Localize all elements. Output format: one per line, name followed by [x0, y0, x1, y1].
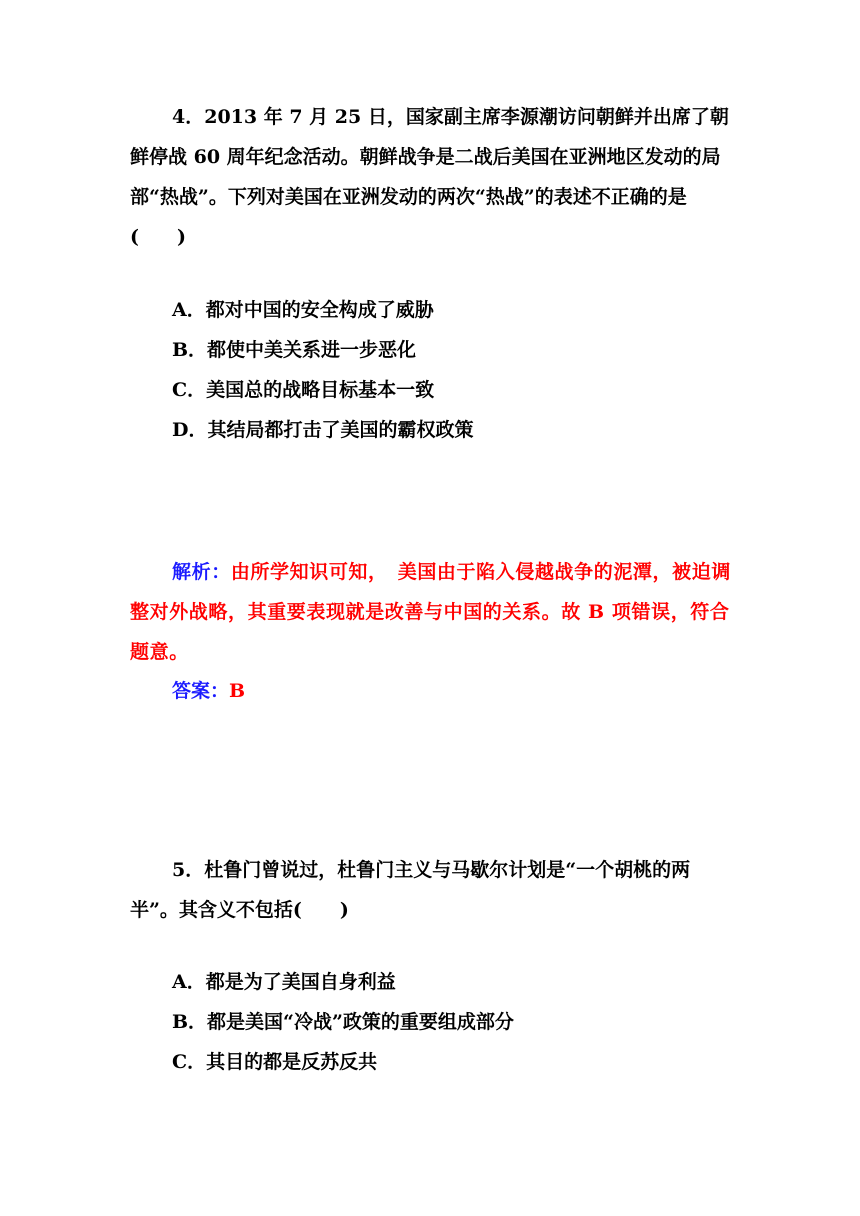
question-4-option-b: B．都使中美关系进一步恶化 — [172, 339, 417, 361]
answer-line — [172, 671, 245, 711]
question-4-option-c: C．美国总的战略目标基本一致 — [172, 379, 435, 401]
analysis-label: 解析： — [172, 561, 231, 583]
answer-label: 答案： — [172, 680, 230, 702]
analysis-text: 由所学知识可知， 美国由于陷入侵越战争的泥潭，被迫调整对外战略，其重要表现就是改善与中国的关系。故 B 项错误，符合题意。 — [130, 561, 731, 663]
answer-value: B — [229, 680, 246, 702]
question-5-option-a: A．都是为了美国自身利益 — [172, 971, 396, 993]
question-5-option-b: B．都是美国“冷战”政策的重要组成部分 — [172, 1011, 514, 1033]
question-5-options — [172, 962, 732, 1082]
question-5-stem: 5．杜鲁门曾说过，杜鲁门主义与马歇尔计划是“一个胡桃的两半”。其含义不包括( ) — [130, 859, 691, 921]
question-4-options — [172, 290, 732, 450]
question-4-option-d: D．其结局都打击了美国的霸权政策 — [172, 419, 474, 441]
analysis-paragraph — [130, 552, 735, 672]
question-5-option-c: C．其目的都是反苏反共 — [172, 1051, 378, 1073]
question-4-stem: 4．2013 年 7 月 25 日，国家副主席李源潮访问朝鲜并出席了朝鲜停战 60 周年纪念活动。朝鲜战争是二战后美国在亚洲地区发动的局部“热战”。下列对美国在亚洲发动的两次“热战”的表述不正确的是( ) — [130, 106, 729, 248]
question-4-option-a: A．都对中国的安全构成了威胁 — [172, 299, 434, 321]
